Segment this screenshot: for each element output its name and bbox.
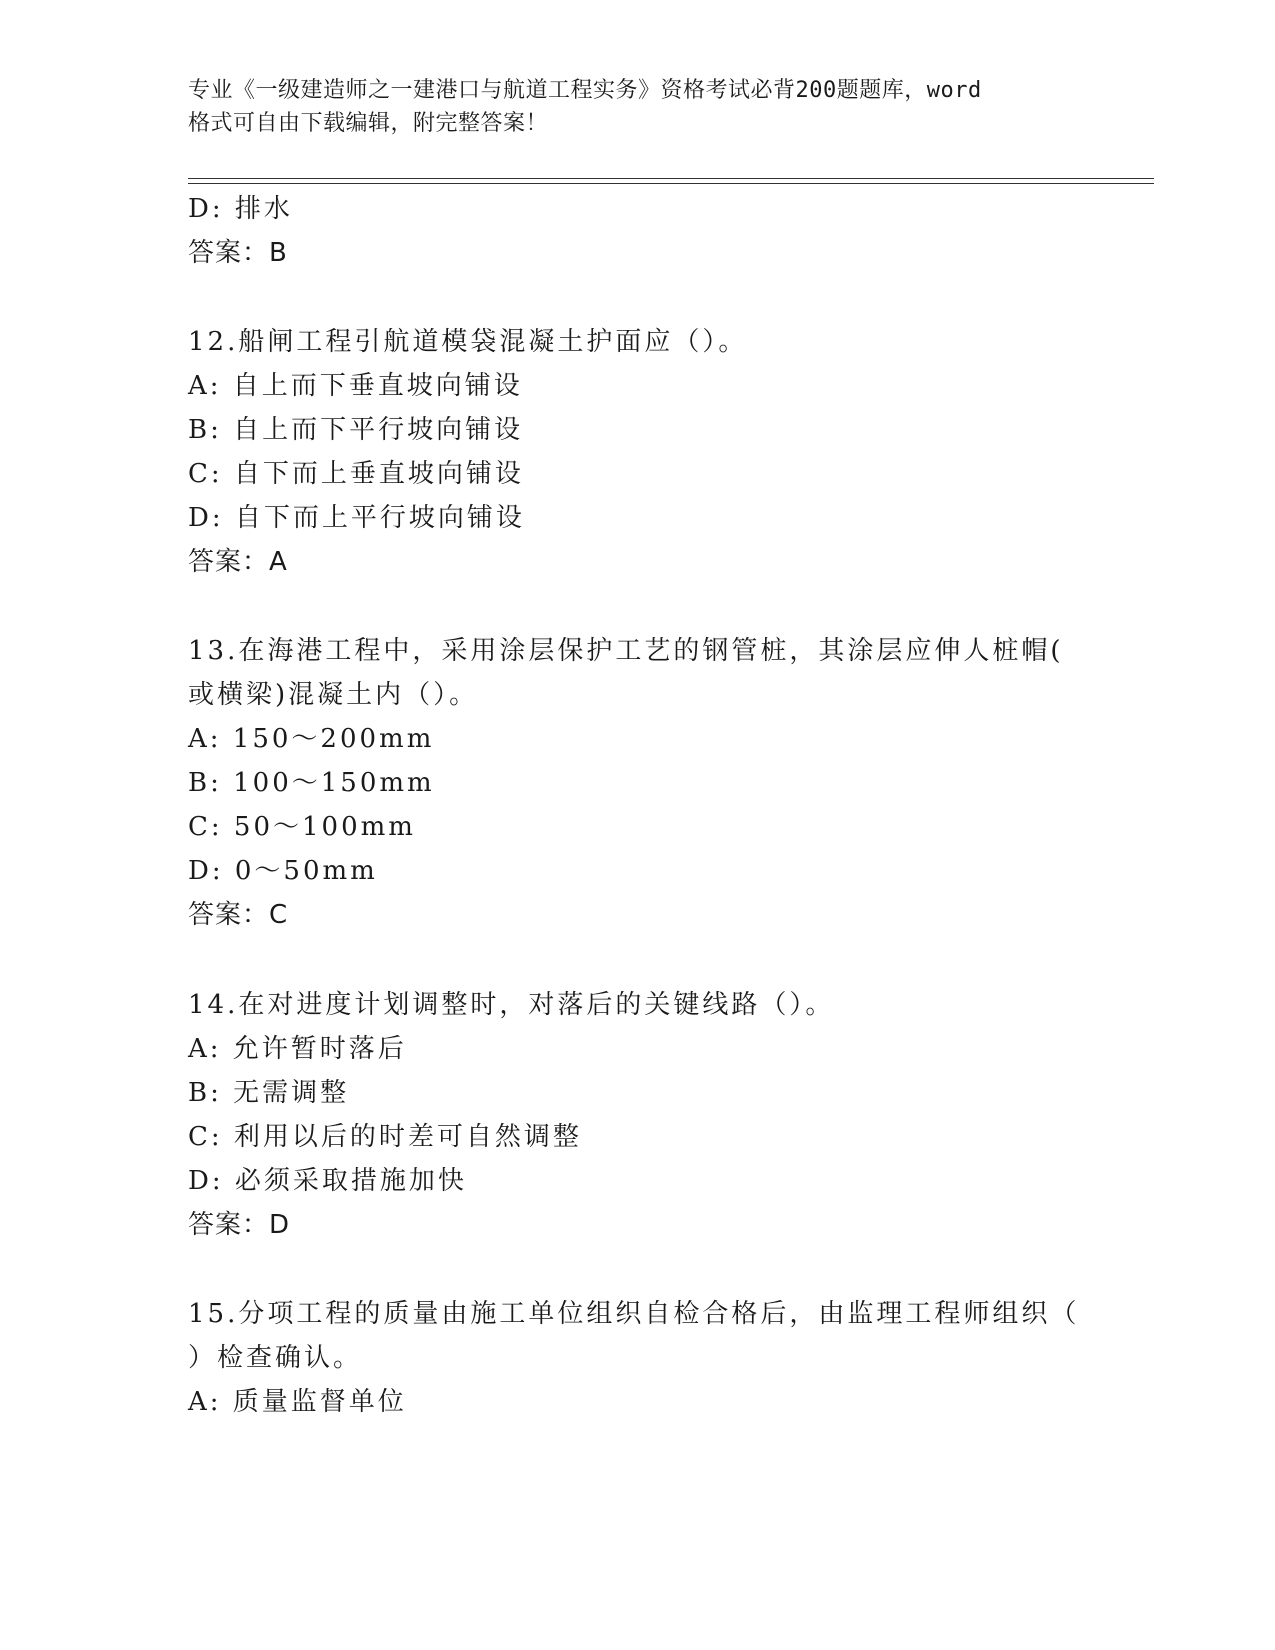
q13-option-c: C: 50～100mm [188, 812, 416, 842]
q13-option-b: B: 100～150mm [188, 768, 435, 798]
q14-option-a: A: 允许暂时落后 [188, 1034, 407, 1064]
q14-option-d: D: 必须采取措施加快 [188, 1166, 467, 1196]
prev-option-d: D: 排水 [188, 194, 293, 224]
q15-stem-line-2: ）检查确认。 [188, 1343, 363, 1373]
header-rule-top [188, 178, 1154, 179]
q13-option-d: D: 0～50mm [188, 856, 378, 886]
q15-stem-line-1: 15.分项工程的质量由施工单位组织自检合格后，由监理工程师组织（ [188, 1299, 1080, 1329]
prev-answer: 答案：B [188, 238, 288, 268]
q14-option-b: B: 无需调整 [188, 1078, 350, 1108]
q14-option-c: C: 利用以后的时差可自然调整 [188, 1122, 582, 1152]
q12-answer: 答案：A [188, 547, 288, 577]
header-rule-bottom [188, 183, 1154, 184]
q12-option-a: A: 自上而下垂直坡向铺设 [188, 371, 523, 401]
q12-option-d: D: 自下而上平行坡向铺设 [188, 503, 525, 533]
q14-stem: 14.在对进度计划调整时，对落后的关键线路（）。 [188, 990, 835, 1020]
q13-stem-line-1: 13.在海港工程中，采用涂层保护工艺的钢管桩，其涂层应伸人桩帽( [188, 636, 1064, 666]
q13-stem-line-2: 或横梁)混凝土内（）。 [188, 680, 479, 710]
q13-option-a: A: 150～200mm [188, 724, 435, 754]
q15-option-a: A: 质量监督单位 [188, 1387, 407, 1417]
q12-option-c: C: 自下而上垂直坡向铺设 [188, 459, 524, 489]
q14-answer: 答案：D [188, 1210, 291, 1240]
header-line-1: 专业《一级建造师之一建港口与航道工程实务》资格考试必背200题题库，word [188, 78, 982, 103]
header-line-2: 格式可自由下载编辑，附完整答案！ [188, 111, 549, 136]
q12-stem: 12.船闸工程引航道模袋混凝土护面应（）。 [188, 327, 748, 357]
q12-option-b: B: 自上而下平行坡向铺设 [188, 415, 524, 445]
q13-answer: 答案：C [188, 900, 289, 930]
document-header [188, 74, 1068, 140]
